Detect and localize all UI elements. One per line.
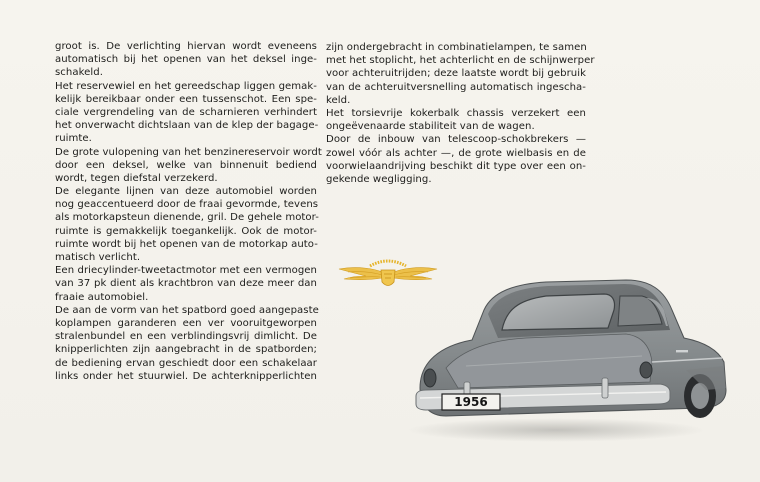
text-line: gekende wegligging. [326,173,432,185]
license-plate-text: 1956 [454,395,488,409]
text-line: automatisch bij het openen van het deksel inge- [55,54,317,66]
text-line: van de achteruitversnelling automatisch ingescha- [326,81,586,93]
text-line: Het reservewiel en het gereedschap liggen gemak- [55,80,317,92]
text-line: links onder het stuurwiel. De achterknipperlichten [55,370,317,382]
car-photo [406,270,736,442]
text-line: ongeëvenaarde stabiliteit van de wagen. [326,121,535,133]
text-line: ciale vergrendeling van de scharnieren verhindert [55,106,317,118]
text-line: nog geaccentueerd door de fraai gevormde, tevens [55,199,319,211]
text-line: voor achteruitrijden; deze laatste wordt bij gebruik [326,68,586,80]
text-line: De grote vulopening van het benzinereservoir wordt [55,146,322,158]
text-line: wordt, tegen diefstal verzekerd. [55,172,218,184]
text-line: door een deksel, welke van binnenuit bediend [55,159,317,171]
text-line: knipperlichten zijn aangebracht in de spatborden; [55,344,317,356]
text-line: zowel vóór als achter —, de grote wielbasis en de [326,147,586,159]
text-line: ruimte is gemakkelijk toegankelijk. Ook de motor- [55,225,317,237]
text-line: het onverwacht dichtslaan van de klep der bagage- [55,120,319,132]
text-line: De elegante lijnen van deze automobiel worden [55,186,317,198]
text-line: koplampen garanderen een ver vooruitgeworpen [55,317,317,329]
text-line: als motorkapsteun dienende, gril. De gehele motor- [55,212,319,224]
right-text-column [326,41,595,186]
text-line: fraaie automobiel. [55,291,149,303]
text-line: Het torsievrije kokerbalk chassis verzekert een [326,107,586,119]
text-line: ruimte. [55,133,92,145]
text-line: de bediening ervan geschiedt door een schakelaar [55,357,317,369]
left-text-column [55,40,322,383]
text-line: Een driecylinder-tweetactmotor met een vermogen [55,265,317,277]
text-line: met het stoplicht, het achterlicht en de schijnwerper [326,55,595,67]
text-line: van 37 pk dient als krachtbron van deze meer dan [55,278,317,290]
text-line: Door de inbouw van telescoop-schokbrekers — [326,134,586,146]
text-line: groot is. De verlichting hiervan wordt eveneens [55,41,317,52]
text-line: schakeld. [55,67,103,79]
text-line: matisch verlicht. [55,252,141,263]
text-line: zijn ondergebracht in combinatielampen, te samen [326,42,587,53]
text-line: keld. [326,94,351,106]
text-line: voorwielaandrijving beschikt dit type over een on- [326,160,586,172]
text-line: De aan de vorm van het spatbord goed aangepaste [55,304,319,316]
text-line: ruimte wordt bij het openen van de motorkap auto- [55,238,318,250]
text-line: stralenbundel en een verblindingsvrij dimlicht. De [55,331,317,343]
text-line: kelijk bereikbaar onder een tussenschot. Een spe- [55,93,317,105]
